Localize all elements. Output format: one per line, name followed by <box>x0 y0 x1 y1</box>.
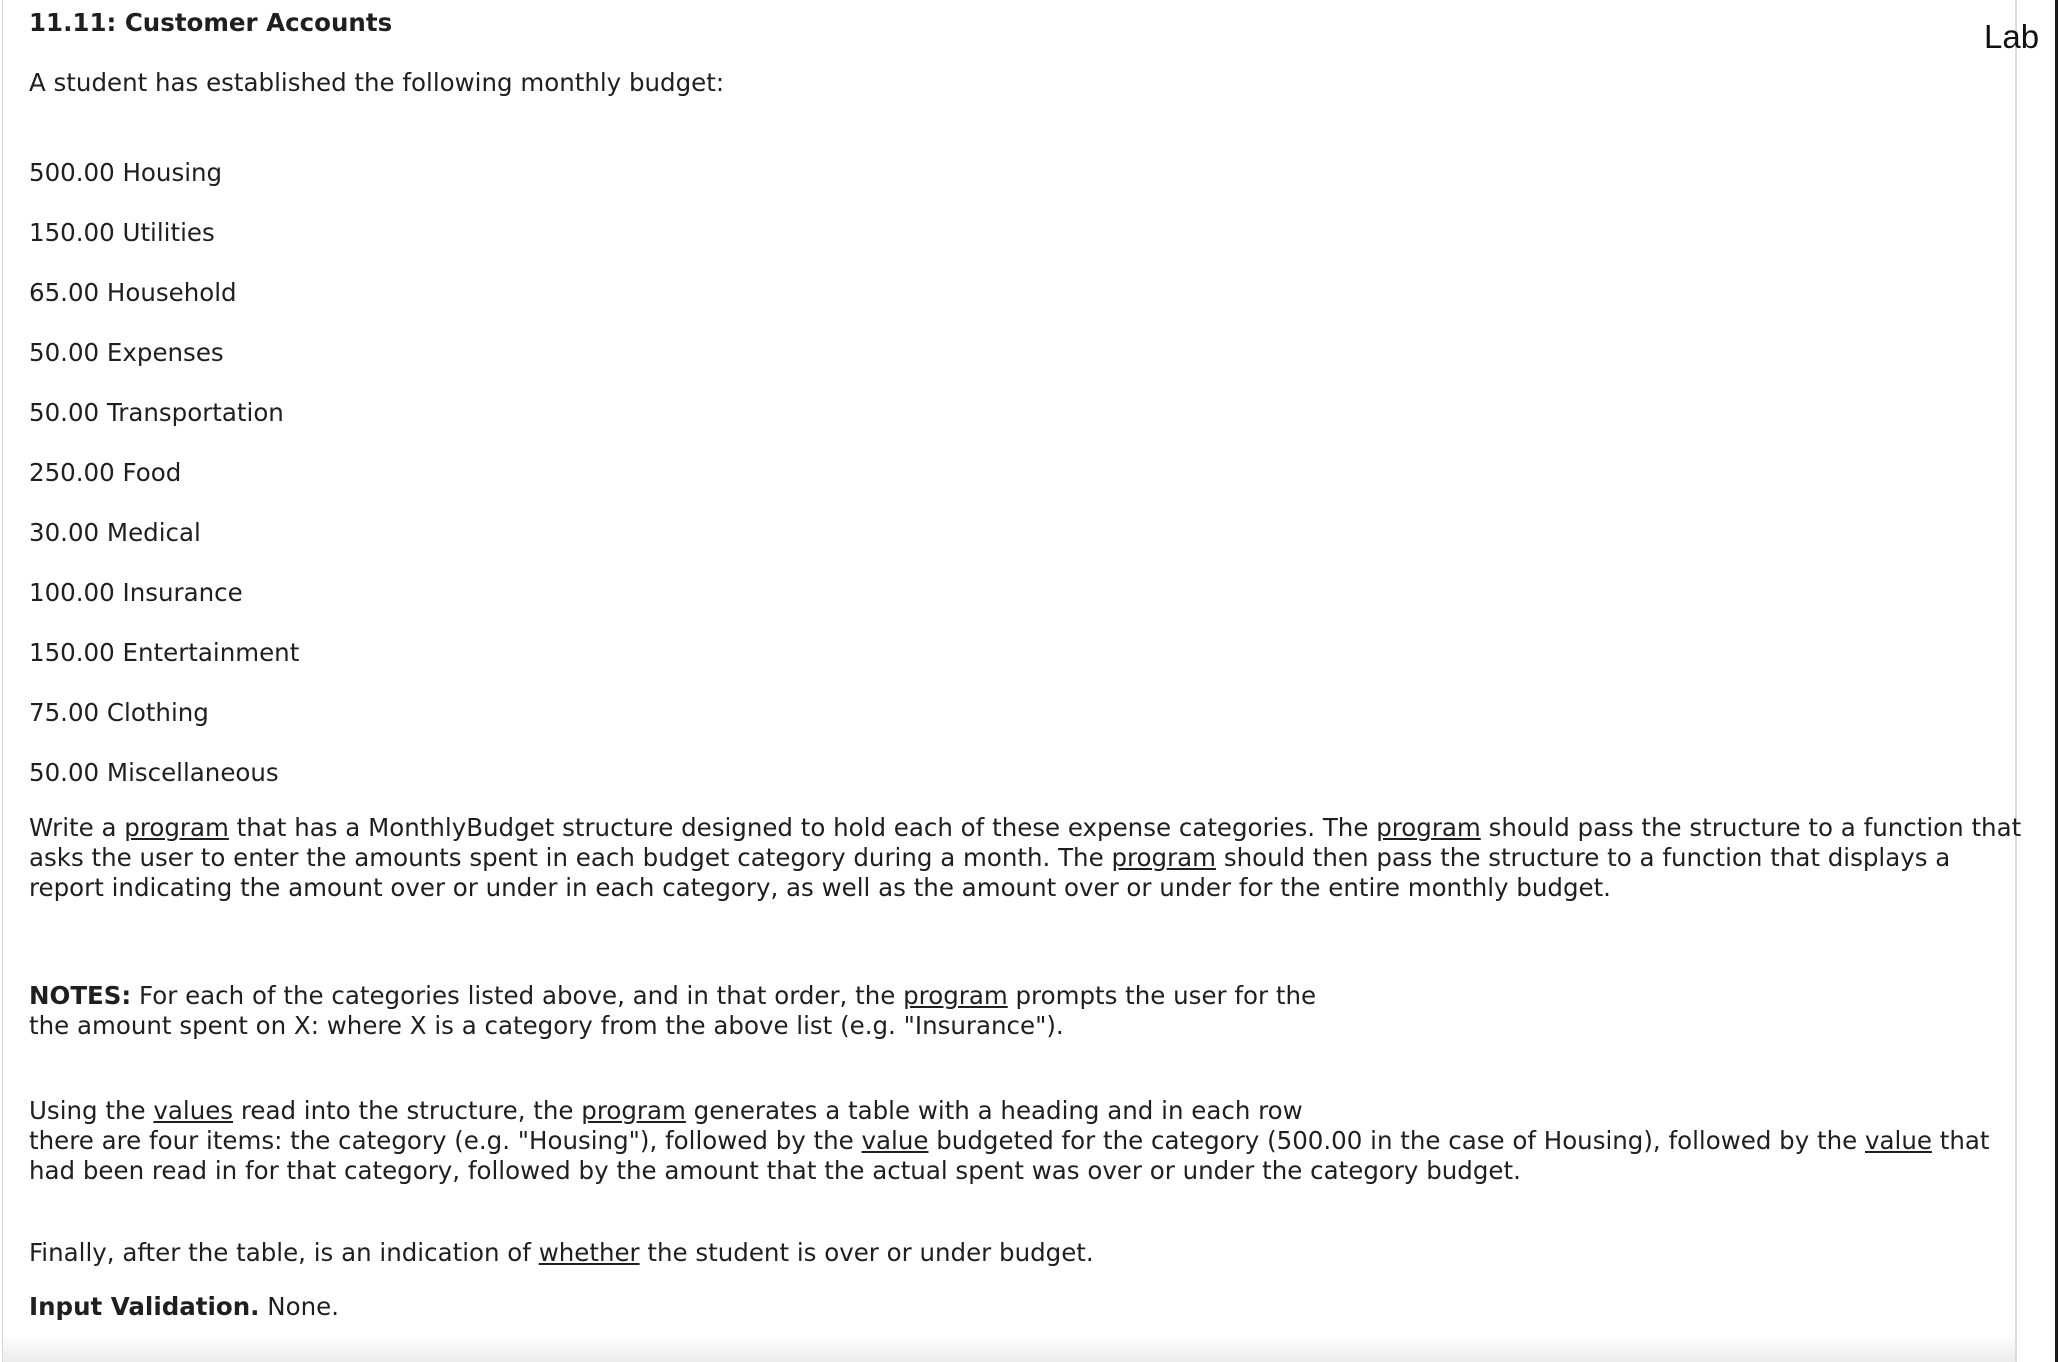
budget-item-household: 65.00 Household <box>29 278 237 307</box>
table-desc-line-1 <box>29 1096 2004 1126</box>
text: asks the user to enter the amounts spent in each budget category during a month. The <box>29 843 1112 872</box>
glossary-link-whether[interactable]: whether <box>538 1238 640 1267</box>
finally-paragraph <box>29 1238 2004 1268</box>
text: there are four items: the category (e.g. "Housing"), followed by the <box>29 1126 862 1155</box>
notes-line-2: the amount spent on X: where X is a category from the above list (e.g. "Insurance"). <box>29 1011 1064 1040</box>
text: read into the structure, the <box>233 1096 582 1125</box>
description-line-3: report indicating the amount over or under in each category, as well as the amount over or under for the entire monthly budget. <box>29 873 1611 902</box>
description-line-1 <box>29 813 2022 843</box>
text: Finally, after the table, is an indication of <box>29 1238 539 1267</box>
budget-item-expenses: 50.00 Expenses <box>29 338 224 367</box>
text: should pass the structure to a function that <box>1480 813 2022 842</box>
text: the student is over or under budget. <box>639 1238 1094 1267</box>
text: that has a MonthlyBudget structure designed to hold each of these expense categories. The <box>228 813 1377 842</box>
intro-text: A student has established the following monthly budget: <box>29 68 725 97</box>
description-line-2 <box>29 843 2004 873</box>
text: Write a <box>29 813 125 842</box>
budget-item-utilities: 150.00 Utilities <box>29 218 215 247</box>
table-desc-line-2 <box>29 1126 2004 1156</box>
glossary-link-program[interactable]: program <box>903 981 1008 1010</box>
text: generates a table with a heading and in each row <box>685 1096 1303 1125</box>
text: None. <box>259 1292 339 1321</box>
glossary-link-value[interactable]: value <box>1865 1126 1932 1155</box>
glossary-link-value[interactable]: value <box>861 1126 929 1155</box>
budget-item-entertainment: 150.00 Entertainment <box>29 638 300 667</box>
table-desc-line-3: had been read in for that category, followed by the amount that the actual spent was over or under the category budget. <box>29 1156 1521 1185</box>
table-description-paragraph <box>29 1096 2004 1186</box>
glossary-link-program[interactable]: program <box>581 1096 686 1125</box>
panel-divider[interactable] <box>2055 0 2058 1362</box>
budget-item-medical: 30.00 Medical <box>29 518 201 547</box>
text: should then pass the structure to a function that displays a <box>1216 843 1951 872</box>
budget-item-miscellaneous: 50.00 Miscellaneous <box>29 758 279 787</box>
page-title: 11.11: Customer Accounts <box>29 8 393 37</box>
lab-panel-label[interactable]: Lab <box>1984 18 2040 55</box>
text: that <box>1931 1126 1990 1155</box>
notes-paragraph <box>29 981 2004 1041</box>
glossary-link-values[interactable]: values <box>153 1096 234 1125</box>
notes-label: NOTES: <box>29 981 132 1010</box>
text: Using the <box>29 1096 154 1125</box>
input-validation-paragraph <box>29 1292 2004 1322</box>
content-right-border <box>2015 0 2017 1362</box>
input-validation-line <box>29 1292 2004 1322</box>
budget-item-clothing: 75.00 Clothing <box>29 698 209 727</box>
budget-item-transportation: 50.00 Transportation <box>29 398 284 427</box>
glossary-link-program[interactable]: program <box>1111 843 1217 872</box>
bottom-shade <box>3 1334 2015 1362</box>
glossary-link-program[interactable]: program <box>1376 813 1481 842</box>
budget-item-housing: 500.00 Housing <box>29 158 223 187</box>
notes-line-1 <box>29 981 2004 1011</box>
text: For each of the categories listed above, and in that order, the <box>131 981 904 1010</box>
left-border <box>2 0 3 1362</box>
description-paragraph <box>29 813 2022 903</box>
glossary-link-program[interactable]: program <box>124 813 229 842</box>
text: prompts the user for the <box>1007 981 1317 1010</box>
budget-item-food: 250.00 Food <box>29 458 182 487</box>
text: budgeted for the category (500.00 in the case of Housing), followed by the <box>928 1126 1865 1155</box>
input-validation-label: Input Validation. <box>29 1292 260 1321</box>
budget-item-insurance: 100.00 Insurance <box>29 578 243 607</box>
finally-line <box>29 1238 2004 1268</box>
